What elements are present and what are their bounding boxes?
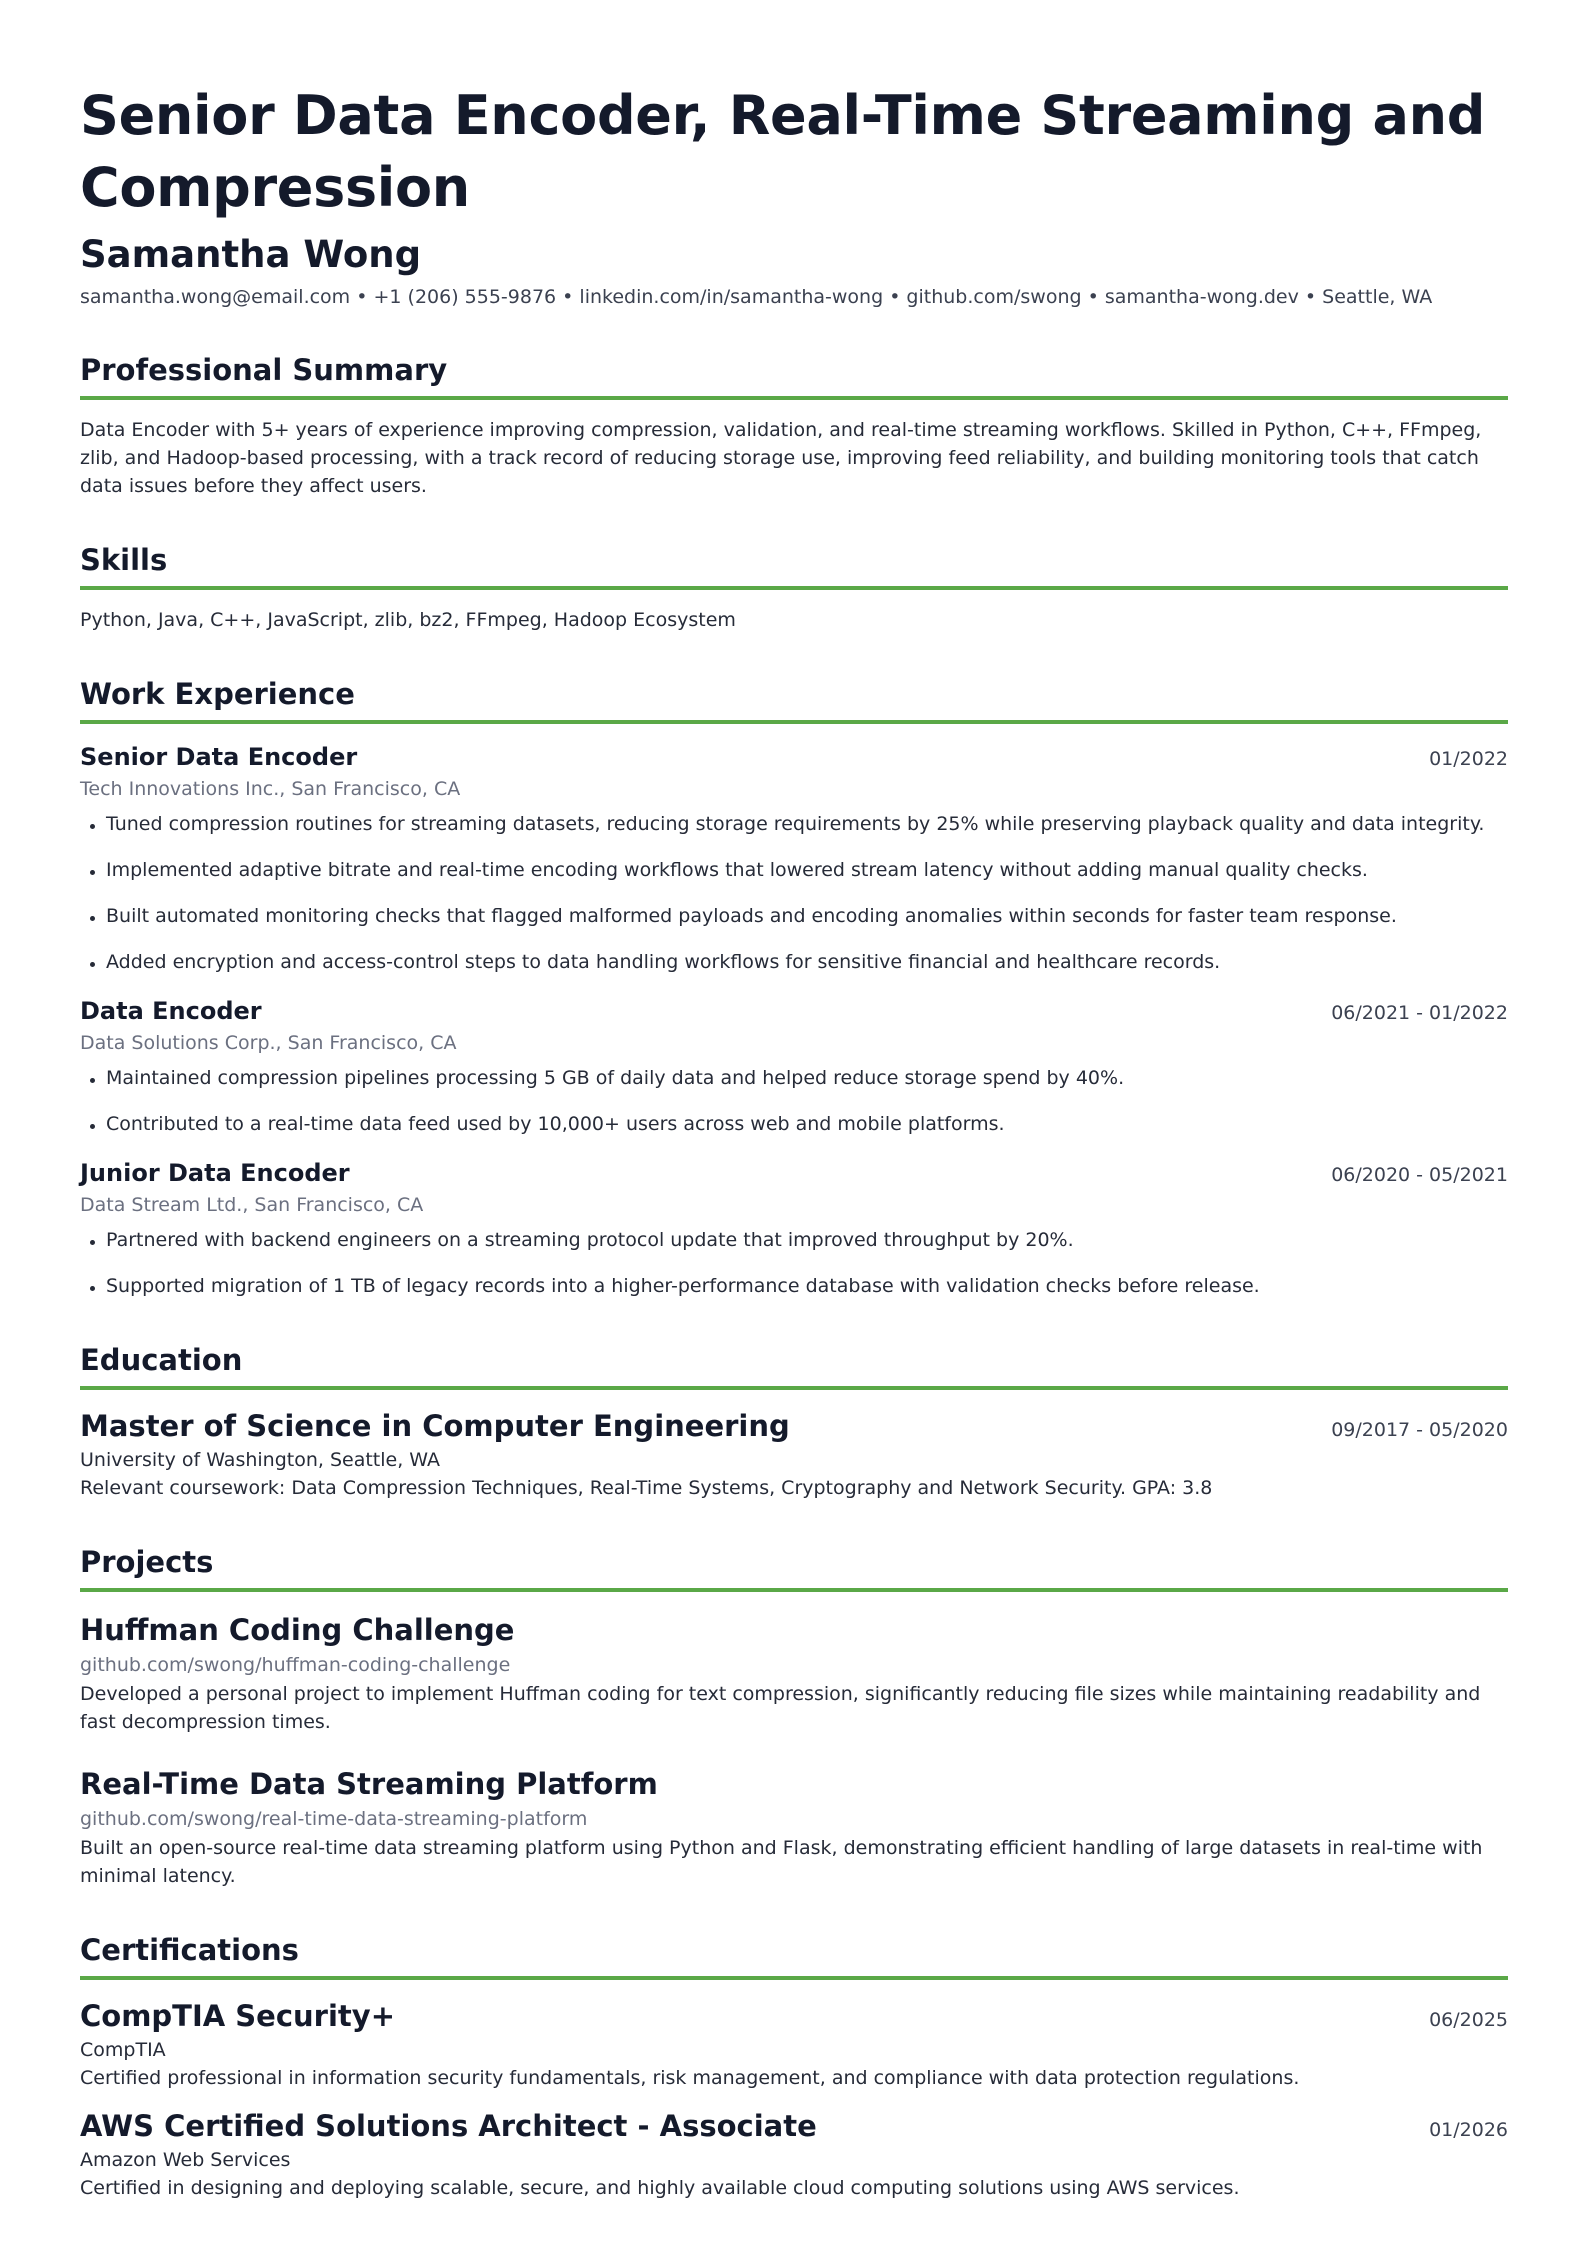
job-bullet: Partnered with backend engineers on a streaming protocol update that improved throughput by 20%. — [80, 1226, 1508, 1254]
section-heading-skills: Skills — [80, 540, 1508, 590]
summary-section — [80, 350, 1508, 500]
skills-text: Python, Java, C++, JavaScript, zlib, bz2, FFmpeg, Hadoop Ecosystem — [80, 609, 736, 631]
job-title: Junior Data Encoder — [80, 1159, 350, 1187]
certification-name: AWS Certified Solutions Architect - Associate — [80, 2109, 817, 2143]
certification-entry — [80, 1996, 1508, 2092]
education-details: Relevant coursework: Data Compression Techniques, Real-Time Systems, Cryptography and Network Security. GPA: 3.8 — [80, 1477, 1213, 1499]
certification-issuer: Amazon Web Services — [80, 2149, 291, 2171]
certification-entry — [80, 2106, 1508, 2202]
certification-date: 01/2026 — [1429, 2119, 1508, 2141]
certification-issuer: CompTIA — [80, 2039, 166, 2061]
certification-name: CompTIA Security+ — [80, 1999, 395, 2033]
job-date: 01/2022 — [1429, 748, 1508, 770]
certification-date: 06/2025 — [1429, 2009, 1508, 2031]
contact-line: samantha.wong@email.com • +1 (206) 555-9876 • linkedin.com/in/samantha-wong • github.com/swong • samantha-wong.dev • Seattle, WA — [80, 286, 1433, 308]
project-entry — [80, 1764, 1508, 1890]
section-heading-experience: Work Experience — [80, 674, 1508, 724]
job-bullet: Tuned compression routines for streaming datasets, reducing storage requirements by 25% while preserving playback quality and data integrity. — [80, 810, 1508, 838]
summary-text: Data Encoder with 5+ years of experience improving compression, validation, and real-time streaming workflows. Skilled in Python, C++, FFmpeg, zlib, and Hadoop-based processing, with a track record of reducing storage use, improving feed reliability, and building monitoring tools that catch data issues before they affect users. — [80, 419, 1482, 497]
school-name: University of Washington, Seattle, WA — [80, 1449, 441, 1471]
job-bullet: Maintained compression pipelines processing 5 GB of daily data and helped reduce storage spend by 40%. — [80, 1064, 1508, 1092]
projects-section — [80, 1542, 1508, 1890]
project-link[interactable]: github.com/swong/huffman-coding-challenge — [80, 1654, 511, 1676]
job-bullets — [80, 1226, 1508, 1300]
resume-title: Senior Data Encoder, Real-Time Streaming and Compression — [80, 84, 1486, 219]
education-entry — [80, 1406, 1508, 1502]
job-bullet: Contributed to a real-time data feed used by 10,000+ users across web and mobile platforms. — [80, 1110, 1508, 1138]
education-date: 09/2017 - 05/2020 — [1331, 1419, 1508, 1441]
candidate-name: Samantha Wong — [80, 233, 422, 276]
project-name: Huffman Coding Challenge — [80, 1613, 515, 1647]
section-heading-summary: Professional Summary — [80, 350, 1508, 400]
job-company: Data Stream Ltd., San Francisco, CA — [80, 1194, 424, 1216]
skills-section — [80, 540, 1508, 634]
job-bullets — [80, 1064, 1508, 1138]
project-entry — [80, 1610, 1508, 1736]
job-company: Data Solutions Corp., San Francisco, CA — [80, 1032, 457, 1054]
project-name: Real-Time Data Streaming Platform — [80, 1767, 658, 1801]
job-bullet: Supported migration of 1 TB of legacy records into a higher-performance database with validation checks before release. — [80, 1272, 1508, 1300]
job-bullet: Built automated monitoring checks that flagged malformed payloads and encoding anomalies within seconds for faster team response. — [80, 902, 1508, 930]
certification-description: Certified in designing and deploying scalable, secure, and highly available cloud computing solutions using AWS services. — [80, 2177, 1240, 2199]
job-entry — [80, 740, 1508, 976]
job-date: 06/2020 - 05/2021 — [1331, 1164, 1508, 1186]
experience-section — [80, 674, 1508, 1300]
job-entry — [80, 994, 1508, 1138]
section-heading-certifications: Certifications — [80, 1930, 1508, 1980]
job-entry — [80, 1156, 1508, 1300]
job-bullet: Added encryption and access-control steps to data handling workflows for sensitive financial and healthcare records. — [80, 948, 1508, 976]
job-bullet: Implemented adaptive bitrate and real-time encoding workflows that lowered stream latency without adding manual quality checks. — [80, 856, 1508, 884]
certifications-section — [80, 1930, 1508, 2202]
job-company: Tech Innovations Inc., San Francisco, CA — [80, 778, 461, 800]
project-description: Built an open-source real-time data streaming platform using Python and Flask, demonstrating efficient handling of large datasets in real-time with minimal latency. — [80, 1837, 1483, 1887]
section-heading-education: Education — [80, 1340, 1508, 1390]
job-bullets — [80, 810, 1508, 976]
education-section — [80, 1340, 1508, 1502]
certification-description: Certified professional in information security fundamentals, risk management, and compliance with data protection regulations. — [80, 2067, 1300, 2089]
project-description: Developed a personal project to implement Huffman coding for text compression, significantly reducing file sizes while maintaining readability and fast decompression times. — [80, 1683, 1481, 1733]
project-link[interactable]: github.com/swong/real-time-data-streaming-platform — [80, 1808, 588, 1830]
section-heading-projects: Projects — [80, 1542, 1508, 1592]
degree-title: Master of Science in Computer Engineering — [80, 1409, 790, 1443]
job-title: Senior Data Encoder — [80, 743, 358, 771]
job-list — [80, 740, 1508, 1300]
job-title: Data Encoder — [80, 997, 262, 1025]
job-date: 06/2021 - 01/2022 — [1331, 1002, 1508, 1024]
